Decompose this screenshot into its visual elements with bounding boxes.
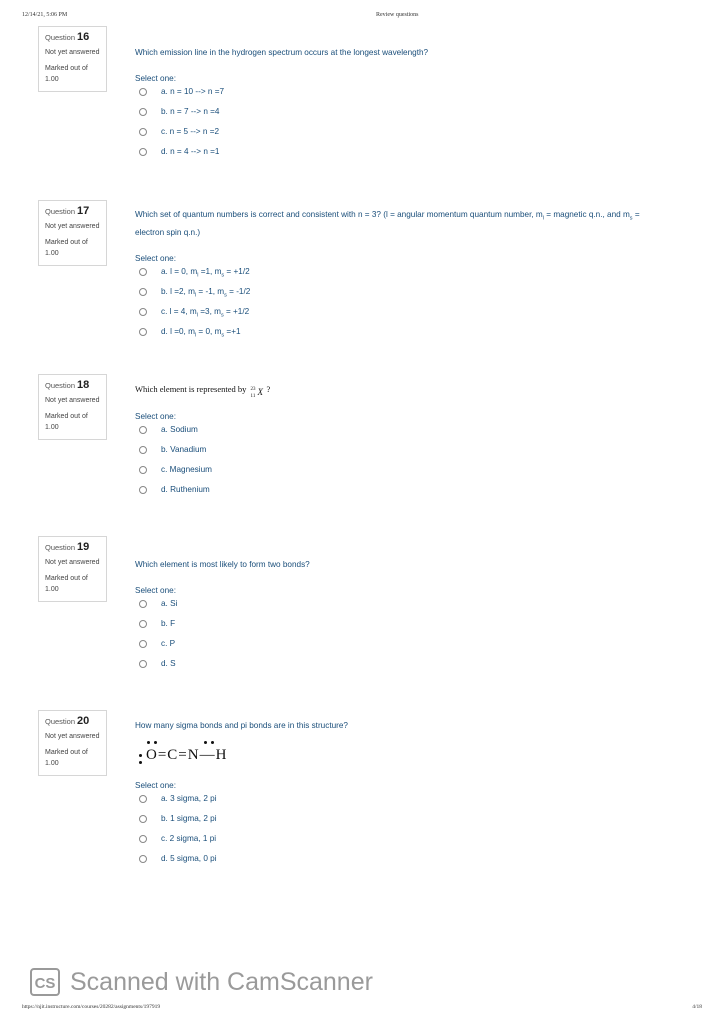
question-mark: Marked out of 1.00 — [45, 239, 88, 257]
answer-option[interactable] — [135, 106, 655, 126]
answer-list — [135, 86, 655, 166]
radio-button[interactable] — [139, 660, 147, 668]
question-info — [38, 200, 107, 266]
answer-label: b. n = 7 --> n =4 — [161, 107, 220, 116]
radio-button[interactable] — [139, 835, 147, 843]
lone-pair-dot — [154, 741, 157, 744]
lone-pair-dot — [139, 754, 142, 757]
answer-option[interactable] — [135, 484, 655, 504]
answer-list — [135, 598, 655, 678]
radio-button[interactable] — [139, 328, 147, 336]
answer-option[interactable] — [135, 286, 655, 306]
answer-label: c. P — [161, 639, 176, 648]
lone-pair-dot — [204, 741, 207, 744]
answer-label: a. l = 0, $m_l =1$, $m_s = +1/2$ — [161, 266, 250, 279]
page-number: 4/18 — [692, 1004, 702, 1010]
answer-option[interactable] — [135, 146, 655, 166]
answer-label: c. n = 5 --> n =2 — [161, 127, 220, 136]
question-mark-suffix: ? — [266, 384, 271, 394]
answer-option[interactable] — [135, 598, 655, 618]
radio-button[interactable] — [139, 466, 147, 474]
radio-button[interactable] — [139, 620, 147, 628]
question-info — [38, 710, 107, 776]
radio-button[interactable] — [139, 128, 147, 136]
question-info — [38, 374, 107, 440]
answer-option[interactable] — [135, 833, 655, 853]
watermark-text: Scanned with CamScanner — [70, 968, 373, 996]
question-mark: Marked out of 1.00 — [45, 749, 88, 767]
question-text-part: Which element is represented by — [135, 384, 247, 394]
answer-label: a. 3 sigma, 2 pi — [161, 794, 217, 803]
answer-option[interactable] — [135, 306, 655, 326]
answer-label: c. 2 sigma, 1 pi — [161, 834, 217, 843]
radio-button[interactable] — [139, 268, 147, 276]
radio-button[interactable] — [139, 446, 147, 454]
answer-label: c. Magnesium — [161, 465, 212, 475]
radio-button[interactable] — [139, 288, 147, 296]
svg-text:CS: CS — [34, 975, 56, 992]
question-mark: Marked out of 1.00 — [45, 575, 88, 593]
answer-option[interactable] — [135, 793, 655, 813]
answer-option[interactable] — [135, 658, 655, 678]
question-label: Question — [45, 543, 76, 552]
answer-option[interactable] — [135, 424, 655, 444]
lone-pair-dot — [147, 741, 150, 744]
answer-label: d. S — [161, 659, 176, 668]
answer-label: b. l =2, $m_l = -1$, $m_s = -1/2$ — [161, 286, 251, 299]
subscript: l — [542, 215, 544, 222]
select-one-label: Select one: — [135, 412, 176, 422]
question-number: 20 — [77, 715, 90, 727]
radio-button[interactable] — [139, 148, 147, 156]
question-content — [135, 558, 655, 678]
question-text-part: = magnetic q.n., and m — [544, 210, 630, 219]
answer-list — [135, 424, 655, 504]
answer-option[interactable] — [135, 86, 655, 106]
print-date: 12/14/21, 5:06 PM — [22, 12, 68, 18]
question-content — [135, 46, 655, 166]
answer-option[interactable] — [135, 326, 655, 346]
select-one-label: Select one: — [135, 74, 176, 83]
question-label: Question — [45, 717, 76, 726]
answer-label: b. Vanadium — [161, 445, 207, 455]
question-info — [38, 26, 107, 92]
question-content — [135, 719, 655, 873]
answer-option[interactable] — [135, 444, 655, 464]
question-content — [135, 382, 655, 504]
element-symbol: X — [257, 387, 264, 398]
page-url: https://njit.instructure.com/courses/20282/assignments/197919 — [22, 1004, 161, 1010]
answer-label: d. l =0, $m_l = 0$, $m_s =+1$ — [161, 326, 241, 339]
question-text: Which emission line in the hydrogen spectrum occurs at the longest wavelength? — [135, 48, 429, 57]
radio-button[interactable] — [139, 108, 147, 116]
radio-button[interactable] — [139, 426, 147, 434]
structure-formula: O=C=N—H — [146, 747, 228, 763]
question-text: Which element is most likely to form two bonds? — [135, 560, 310, 569]
radio-button[interactable] — [139, 88, 147, 96]
question-state: Not yet answered — [45, 397, 100, 404]
select-one-label: Select one: — [135, 781, 176, 790]
radio-button[interactable] — [139, 308, 147, 316]
question-text — [135, 382, 655, 400]
answer-label: b. F — [161, 619, 176, 628]
answer-option[interactable] — [135, 266, 655, 286]
answer-label: c. l = 4, $m_l =3$, $m_s = +1/2$ — [161, 306, 250, 319]
select-one-label: Select one: — [135, 253, 176, 263]
radio-button[interactable] — [139, 486, 147, 494]
question-state: Not yet answered — [45, 223, 100, 230]
lone-pair-dot — [139, 761, 142, 764]
isotope-notation — [249, 384, 267, 400]
answer-label: a. Si — [161, 599, 178, 608]
mass-number: 23 — [250, 387, 256, 393]
radio-button[interactable] — [139, 855, 147, 863]
radio-button[interactable] — [139, 600, 147, 608]
question-text-part: Which set of quantum numbers is correct and consistent with n = 3? (l = angular momentum quantum number, m — [135, 210, 543, 219]
question-content — [135, 208, 655, 346]
question-text — [135, 208, 655, 240]
answer-option[interactable] — [135, 853, 655, 873]
question-state: Not yet answered — [45, 559, 100, 566]
answer-label: d. 5 sigma, 0 pi — [161, 854, 217, 863]
question-number: 16 — [77, 31, 90, 43]
answer-option[interactable] — [135, 126, 655, 146]
answer-option[interactable] — [135, 464, 655, 484]
select-one-label: Select one: — [135, 586, 176, 595]
answer-option[interactable] — [135, 813, 655, 833]
camscanner-logo-icon — [30, 968, 60, 996]
subscript: s — [629, 215, 633, 222]
question-number: 17 — [77, 205, 90, 217]
print-header — [22, 12, 702, 24]
answer-list — [135, 793, 655, 873]
radio-button[interactable] — [139, 815, 147, 823]
question-label: Question — [45, 381, 76, 390]
question-state: Not yet answered — [45, 733, 100, 740]
question-mark: Marked out of 1.00 — [45, 65, 88, 83]
radio-button[interactable] — [139, 640, 147, 648]
print-title: Review questions — [376, 12, 419, 18]
question-number: 18 — [77, 379, 90, 391]
lewis-structure — [135, 739, 655, 769]
answer-label: a. Sodium — [161, 425, 198, 435]
answer-label: d. Ruthenium — [161, 485, 210, 495]
question-text: How many sigma bonds and pi bonds are in this structure? — [135, 721, 348, 730]
lone-pair-dot — [211, 741, 214, 744]
question-state: Not yet answered — [45, 49, 100, 56]
question-text-part: = electron spin q.n.) — [135, 210, 640, 237]
answer-label: b. 1 sigma, 2 pi — [161, 814, 217, 823]
answer-label: d. n = 4 --> n =1 — [161, 147, 220, 156]
question-label: Question — [45, 207, 76, 216]
answer-label: a. n = 10 --> n =7 — [161, 87, 225, 96]
answer-option[interactable] — [135, 638, 655, 658]
print-footer — [22, 1004, 702, 1014]
atomic-number: 11 — [250, 394, 256, 400]
question-info — [38, 536, 107, 602]
answer-option[interactable] — [135, 618, 655, 638]
answer-list — [135, 266, 655, 346]
radio-button[interactable] — [139, 795, 147, 803]
question-mark: Marked out of 1.00 — [45, 413, 88, 431]
question-label: Question — [45, 33, 76, 42]
question-number: 19 — [77, 541, 90, 553]
